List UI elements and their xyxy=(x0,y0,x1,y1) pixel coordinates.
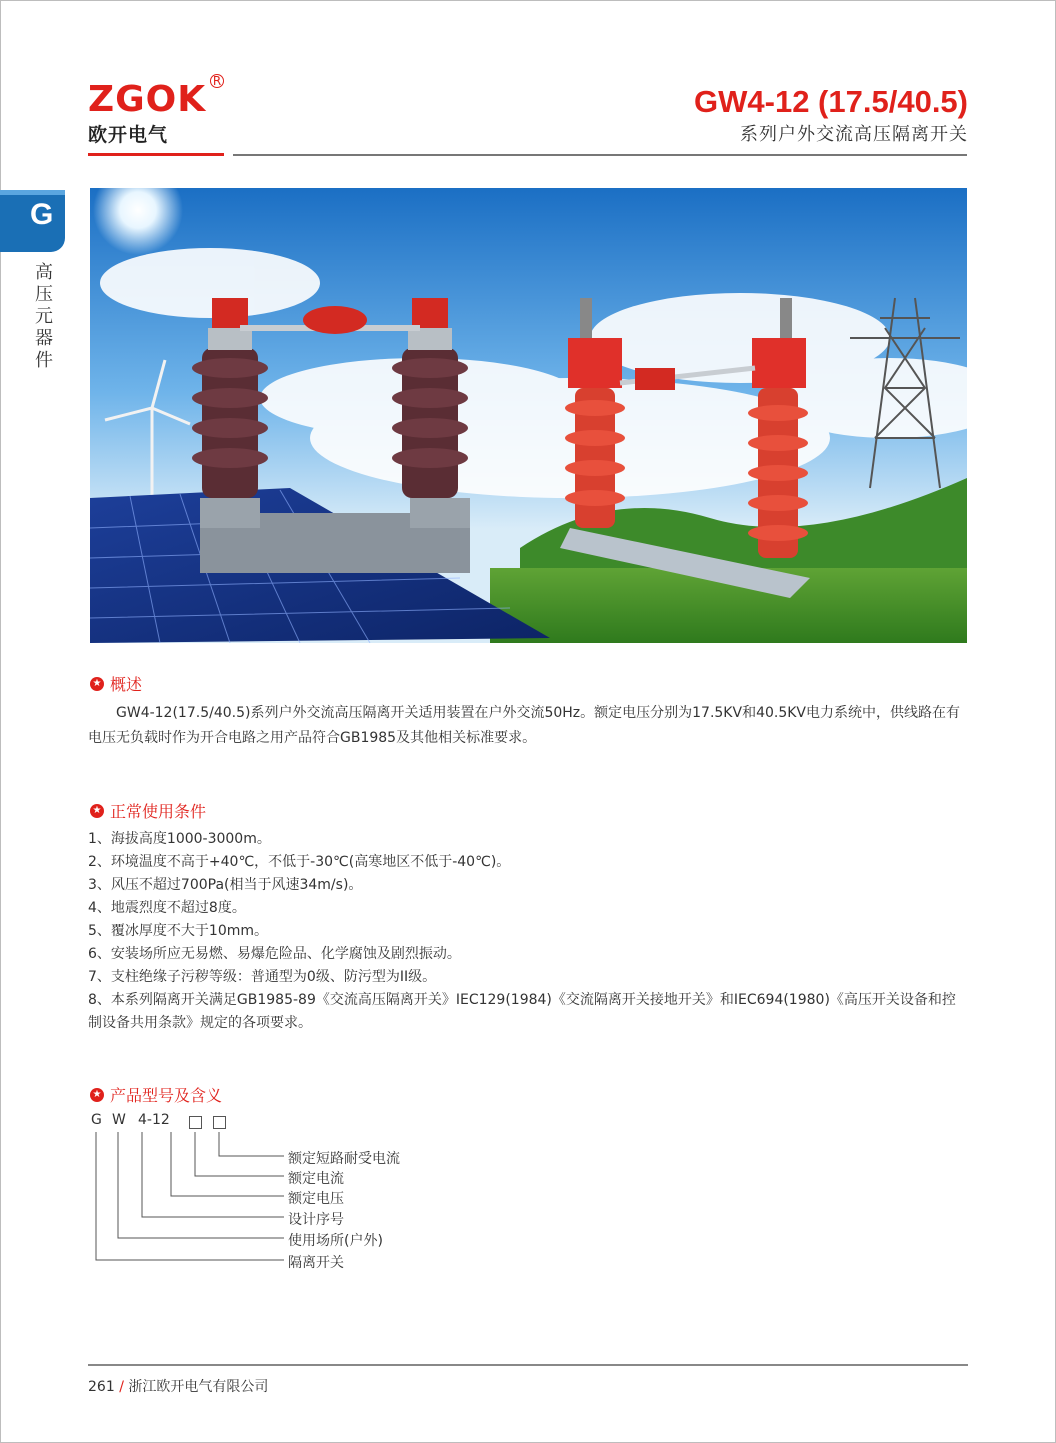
chapter-tab xyxy=(0,190,65,252)
list-item: 5、覆冰厚度不大于10mm。 xyxy=(88,923,268,939)
chapter-label: 高压元器件 xyxy=(35,262,53,371)
list-item: 7、支柱绝缘子污秽等级：普通型为0级、防污型为II级。 xyxy=(88,969,437,985)
model-label-disconnector: 隔离开关 xyxy=(288,1255,344,1271)
list-item: 3、风压不超过700Pa(相当于风速34m/s)。 xyxy=(88,877,363,893)
header-divider xyxy=(233,154,967,156)
model-heading-text: 产品型号及含义 xyxy=(110,1086,223,1105)
model-placeholder-box xyxy=(189,1116,202,1129)
banner-illustration xyxy=(90,188,967,643)
overview-paragraph: GW4-12(17.5/40.5)系列户外交流高压隔离开关适用装置在户外交流50Hz。额定电压分别为17.5KV和40.5KV电力系统中，供线路在有电压无负载时作为开合电路之用产品符合GB1985及其他相关标准要求。 xyxy=(88,705,960,746)
chapter-letter: G xyxy=(30,198,54,231)
footer-separator: / xyxy=(119,1379,124,1395)
model-label-rated-current: 额定电流 xyxy=(288,1171,344,1187)
model-code-g: G xyxy=(91,1112,102,1128)
list-item: 8、本系列隔离开关满足GB1985-89《交流高压隔离开关》IEC129(1984)《交流隔离开关接地开关》和IEC694(1980)《高压开关设备和控制设备共用条款》规定的各项要求。 xyxy=(88,992,956,1031)
footer-divider xyxy=(88,1364,968,1366)
registered-mark: R xyxy=(210,74,224,88)
star-bullet-icon: ★ xyxy=(90,677,104,691)
list-item: 2、环境温度不高于+40℃，不低于-30℃(高寒地区不低于-40℃)。 xyxy=(88,854,511,870)
brand-logo xyxy=(88,74,228,147)
list-item: 6、安装场所应无易燃、易爆危险品、化学腐蚀及剧烈振动。 xyxy=(88,946,461,962)
section-heading-overview xyxy=(90,672,142,695)
model-placeholder-box xyxy=(213,1116,226,1129)
page-title: GW4-12 (17.5/40.5) xyxy=(694,84,968,119)
star-bullet-icon: ★ xyxy=(90,1088,104,1102)
section-heading-conditions xyxy=(90,799,206,822)
company-name: 浙江欧开电气有限公司 xyxy=(128,1379,269,1395)
model-label-design-serial: 设计序号 xyxy=(288,1212,344,1228)
model-code-w: W xyxy=(112,1112,126,1128)
logo-wordmark: ZGOK xyxy=(88,79,207,120)
model-label-usage-location: 使用场所(户外) xyxy=(288,1233,383,1249)
page-number: 261 xyxy=(88,1379,115,1395)
logo-underline xyxy=(88,153,224,156)
section-heading-model xyxy=(90,1083,222,1106)
model-code-voltage: 4-12 xyxy=(138,1112,170,1128)
star-bullet-icon: ★ xyxy=(90,804,104,818)
chapter-tab-highlight xyxy=(0,190,65,195)
page-subtitle: 系列户外交流高压隔离开关 xyxy=(740,124,968,145)
conditions-list xyxy=(88,828,968,1035)
list-item: 1、海拔高度1000-3000m。 xyxy=(88,831,271,847)
logo-chinese-name: 欧开电气 xyxy=(88,124,169,146)
model-designation-diagram xyxy=(88,1110,488,1280)
model-label-short-circuit-current: 额定短路耐受电流 xyxy=(288,1151,400,1167)
overview-heading-text: 概述 xyxy=(110,675,143,694)
list-item: 4、地震烈度不超过8度。 xyxy=(88,900,246,916)
conditions-heading-text: 正常使用条件 xyxy=(110,802,207,821)
page-footer xyxy=(88,1376,268,1396)
product-banner-image xyxy=(90,188,967,643)
model-label-rated-voltage: 额定电压 xyxy=(288,1191,344,1207)
